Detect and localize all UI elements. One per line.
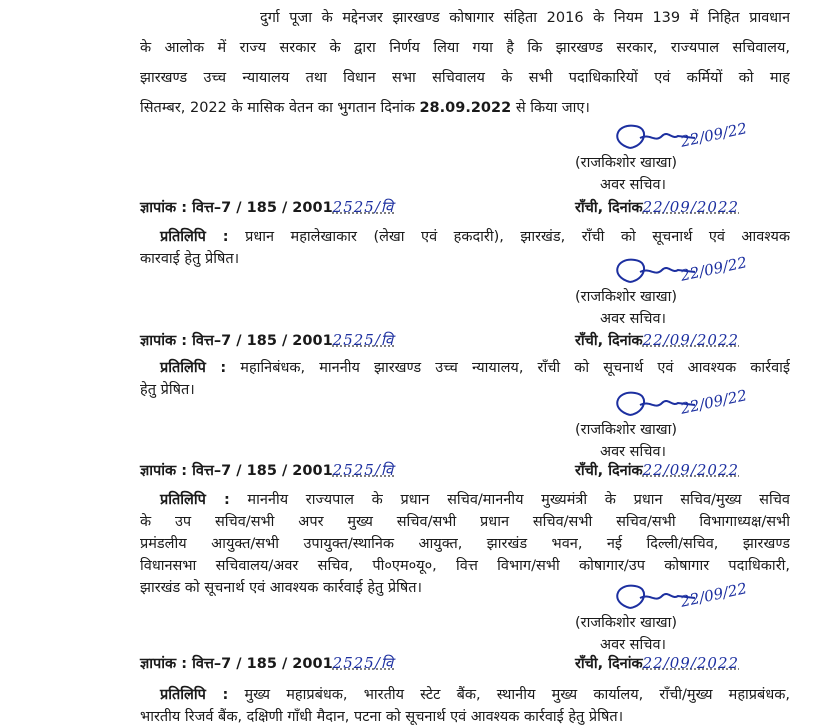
signatory-name: (राजकिशोर खाखा) (575, 289, 678, 305)
memo-prefix: ज्ञापांक : वित्त–7 / 185 / 2001 (140, 463, 333, 479)
memo-prefix: ज्ञापांक : वित्त–7 / 185 / 2001 (140, 656, 333, 672)
handwritten-memo-no: 2525/वि (332, 331, 395, 349)
para-line: के आलोक में राज्य सरकार के द्वारा निर्णय लिया गया है कि झारखण्ड सरकार, राज्यपाल सचिवालय, (140, 40, 790, 56)
copy-line (140, 227, 790, 247)
copy-label: प्रतिलिपि : (160, 492, 230, 508)
para-line (140, 98, 790, 118)
copy-line (140, 380, 790, 400)
copy-line (140, 490, 790, 510)
copy-line (140, 556, 790, 576)
handwritten-date: 22/09/2022 (642, 331, 740, 349)
copy-line (140, 578, 790, 598)
place-date-label: राँची, दिनांक (575, 656, 643, 672)
place-date-label: राँची, दिनांक (575, 333, 643, 349)
copy-text: महानिबंधक, माननीय झारखण्ड उच्च न्यायालय, राँची को सूचनार्थ एवं आवश्यक कार्रवाई (240, 360, 790, 376)
text: से किया जाए। (515, 100, 590, 116)
copy-text: कारवाई हेतु प्रेषित। (140, 251, 240, 267)
copy-text: माननीय राज्यपाल के प्रधान सचिव/माननीय मुख्यमंत्री के प्रधान सचिव/मुख्य सचिव (247, 492, 790, 508)
copy-text: हेतु प्रेषित। (140, 382, 195, 398)
copy-label: प्रतिलिपि : (160, 360, 227, 376)
handwritten-date: 22/09/2022 (642, 461, 740, 479)
memo-prefix: ज्ञापांक : वित्त–7 / 185 / 2001 (140, 200, 333, 216)
copy-text: भारतीय रिजर्व बैंक, दक्षिणी गाँधी मैदान, पटना को सूचनार्थ एवं आवश्यक कार्रवाई हेतु प्रेषित। (140, 709, 624, 725)
handwritten-date: 22/09/2022 (642, 654, 740, 672)
copy-line (140, 707, 790, 727)
copy-line (140, 249, 790, 269)
handwritten-memo-no: 2525/वि (332, 461, 395, 479)
copy-label: प्रतिलिपि : (160, 229, 229, 245)
signatory-title: अवर सचिव। (600, 637, 667, 653)
memo-prefix: ज्ञापांक : वित्त–7 / 185 / 2001 (140, 333, 333, 349)
para-line: झारखण्ड उच्च न्यायालय तथा विधान सभा सचिवालय के सभी पदाधिकारियों एवं कर्मियों को माह (140, 70, 790, 86)
copy-text: मुख्य महाप्रबंधक, भारतीय स्टेट बैंक, स्थानीय मुख्य कार्यालय, राँची/मुख्य महाप्रबंधक, (244, 687, 790, 703)
place-date (575, 330, 739, 351)
memo-number (140, 653, 394, 674)
signatory-name: (राजकिशोर खाखा) (575, 422, 678, 438)
copy-text: झारखंड को सूचनार्थ एवं आवश्यक कार्रवाई हेतु प्रेषित। (140, 580, 423, 596)
handwritten-memo-no: 2525/वि (332, 654, 395, 672)
copy-line (140, 685, 790, 705)
handwritten-memo-no: 2525/वि (332, 198, 395, 216)
copy-line (140, 534, 790, 554)
payment-date: 28.09.2022 (419, 100, 512, 116)
signatory-name: (राजकिशोर खाखा) (575, 615, 678, 631)
signatory-name: (राजकिशोर खाखा) (575, 155, 678, 171)
place-date-label: राँची, दिनांक (575, 200, 643, 216)
signatory-title: अवर सचिव। (600, 311, 667, 327)
signature-date: 22/09/22 (678, 253, 749, 285)
memo-number (140, 197, 394, 218)
place-date (575, 460, 739, 481)
copy-text: विधानसभा सचिवालय/अवर सचिव, पी०एम०यू०, वित्त विभाग/सभी कोषागार/उप कोषागार पदाधिकारी, (140, 558, 790, 574)
copy-line (140, 358, 790, 378)
signatory-title: अवर सचिव। (600, 444, 667, 460)
para-line: दुर्गा पूजा के मद्देनजर झारखण्ड कोषागार संहिता 2016 के नियम 139 में निहित प्रावधान (260, 10, 790, 26)
copy-text: प्रमंडलीय आयुक्त/सभी उपायुक्त/स्थानिक आयुक्त, झारखंड भवन, नई दिल्ली/सचिव, झारखण्ड (140, 536, 790, 552)
place-date (575, 197, 739, 218)
place-date (575, 653, 739, 674)
text: सितम्बर, 2022 के मासिक वेतन का भुगतान दिनांक (140, 100, 415, 116)
signatory-title: अवर सचिव। (600, 177, 667, 193)
place-date-label: राँची, दिनांक (575, 463, 643, 479)
memo-number (140, 460, 394, 481)
copy-label: प्रतिलिपि : (160, 687, 229, 703)
handwritten-date: 22/09/2022 (642, 198, 740, 216)
copy-line (140, 512, 790, 532)
memo-number (140, 330, 394, 351)
copy-text: प्रधान महालेखाकार (लेखा एवं हकदारी), झारखंड, राँची को सूचनार्थ एवं आवश्यक (245, 229, 790, 245)
signature-date: 22/09/22 (678, 386, 749, 418)
copy-text: के उप सचिव/सभी अपर मुख्य सचिव/सभी प्रधान सचिव/सभी सचिव/सभी विभागाध्यक्ष/सभी (140, 514, 790, 530)
signature-date: 22/09/22 (678, 579, 749, 611)
signature-date: 22/09/22 (678, 119, 749, 151)
